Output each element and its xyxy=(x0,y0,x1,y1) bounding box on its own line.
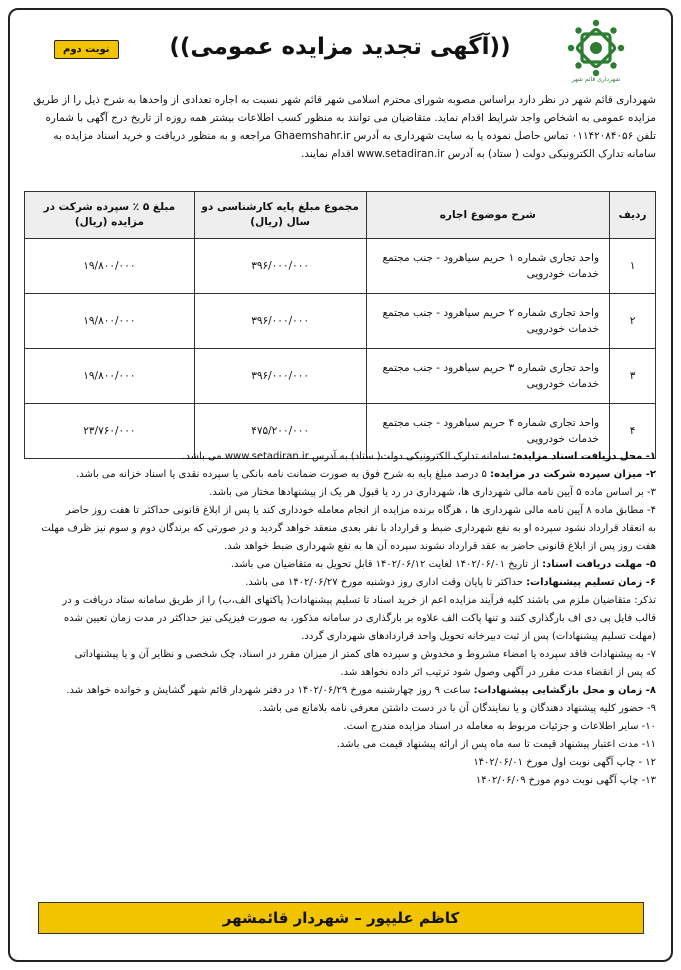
intro-line: تلفن ۰۱۱۴۲۰۸۴۰۵۶ تماس حاصل نموده یا به سایت شهرداری به آدرس Ghaemshahr.ir مراجعه و به منظور دریافت و خرید اسناد مزایده به xyxy=(53,130,656,142)
term-text: قالب فایل پی دی اف بارگذاری کنند و تنها پاکت الف علاوه بر بارگذاری در سامانه مذکور، به صورت فیزیکی نیز حداکثر در مدت زمان تعیین شده xyxy=(63,613,656,624)
term-line xyxy=(24,484,656,502)
terms-list xyxy=(24,448,656,790)
term-line xyxy=(24,628,656,646)
term-line xyxy=(24,610,656,628)
term-text: ۳- بر اساس ماده ۵ آیین نامه مالی شهرداری ها، شهرداری در رد یا قبول هر یک از پیشنهادها مختار می باشد. xyxy=(209,487,656,498)
term-line xyxy=(24,736,656,754)
term-heading: ۱- محل دریافت اسناد مزایده: xyxy=(512,451,656,462)
mayor-signature-bar: کاظم علیپور – شهردار قائمشهر xyxy=(38,902,644,934)
lease-description: واحد تجاری شماره ۱ حریم سیاهرود - جنب مجتمع خدمات خودرویی xyxy=(366,239,610,294)
table-row xyxy=(25,239,656,294)
term-line xyxy=(24,520,656,538)
column-header-row-number: ردیف xyxy=(610,192,656,239)
term-heading: ۲- میزان سپرده شرکت در مزایده: xyxy=(490,469,656,480)
lease-description: واحد تجاری شماره ۴ حریم سیاهرود - جنب مجتمع خدمات خودرویی xyxy=(366,404,610,459)
table-row xyxy=(25,349,656,404)
term-text: که پس از انقضاء مدت مقرر در آگهی وصول شود ترتیب اثر داده نخواهد شد. xyxy=(340,667,656,678)
term-text: ۴- مطابق ماده ۸ آیین نامه مالی شهرداری ها ، هرگاه برنده مزایده از انجام معامله خودداری کند یا پس از ابلاغ قانونی حداکثر تا هفت روز حاضر xyxy=(65,505,656,516)
intro-line: شهرداری قائم شهر در نظر دارد براساس مصوبه شورای محترم اسلامی شهر قائم شهر نسبت به اجاره تعدادی از واحدها به شرح ذیل را از طریق xyxy=(33,94,656,106)
term-text: تذکر: متقاضیان ملزم می باشند کلیه فرآیند مزایده اعم از خرید اسناد تا تسلیم پیشنهادات( پاکتهای الف،ب) را از طریق سامانه ستاد دریافت و در xyxy=(62,595,656,606)
term-heading: ۸- زمان و محل بازگشایی پیشنهادات: xyxy=(473,685,656,696)
base-price: ۳۹۶/۰۰۰/۰۰۰ xyxy=(194,294,366,349)
row-number: ۱ xyxy=(610,239,656,294)
row-number: ۴ xyxy=(610,404,656,459)
term-text: ۹- حضور کلیه پیشنهاد دهندگان و یا نمایندگان آن با در دست داشتن معرفی نامه بلامانع می باشد. xyxy=(259,703,656,714)
base-price: ۴۷۵/۲۰۰/۰۰۰ xyxy=(194,404,366,459)
term-line xyxy=(24,682,656,700)
term-heading: ۶- زمان تسلیم پیشنهادات: xyxy=(526,577,656,588)
term-line xyxy=(24,556,656,574)
term-text: (مهلت تسلیم پیشنهادات) پس از ثبت دبیرخانه تحویل واحد قراردادهای شهرداری گردد. xyxy=(301,631,656,642)
term-line xyxy=(24,718,656,736)
term-line xyxy=(24,646,656,664)
publication-round-badge: نوبت دوم xyxy=(54,40,119,59)
term-line xyxy=(24,754,656,772)
term-text: ۱۲ - چاپ آگهی نوبت اول مورخ ۱۴۰۲/۰۶/۰۱ xyxy=(473,757,656,768)
deposit-amount: ۱۹/۸۰۰/۰۰۰ xyxy=(25,294,195,349)
table-header-row xyxy=(25,192,656,239)
base-price: ۳۹۶/۰۰۰/۰۰۰ xyxy=(194,239,366,294)
term-text: سامانه تدارک الکترونیکی دولت( ستاد) به آدرس www.setadiran.ir می باشد. xyxy=(182,451,513,462)
lease-items-table xyxy=(24,191,656,459)
deposit-amount: ۲۳/۷۶۰/۰۰۰ xyxy=(25,404,195,459)
deposit-amount: ۱۹/۸۰۰/۰۰۰ xyxy=(25,349,195,404)
term-line xyxy=(24,502,656,520)
page-title: ((آگهی تجدید مزایده عمومی)) xyxy=(169,34,511,60)
term-text: از تاریخ ۱۴۰۲/۰۶/۰۱ لغایت ۱۴۰۲/۰۶/۱۲ قابل تحویل به متقاضیان می باشد. xyxy=(230,559,543,570)
logo-caption: شهرداری قائم شهر xyxy=(571,76,621,83)
term-text: ۱۳- چاپ آگهی نوبت دوم مورخ ۱۴۰۲/۰۶/۰۹ xyxy=(475,775,656,786)
column-header-deposit: مبلغ ۵ ٪ سپرده شرکت در مزایده (ریال) xyxy=(25,192,195,239)
term-line xyxy=(24,448,656,466)
intro-line: مزایده عمومی به اشخاص واجد شرایط اقدام نماید. متقاضیان می توانند به منظور کسب اطلاعات بیشتر همه روزه از تاریخ درج آگهی با شماره xyxy=(45,112,656,124)
term-text: حداکثر تا پایان وقت اداری روز دوشنبه مورخ ۱۴۰۲/۰۶/۲۷ می باشد. xyxy=(245,577,527,588)
term-line xyxy=(24,592,656,610)
term-heading: ۵- مهلت دریافت اسناد: xyxy=(542,559,656,570)
term-line xyxy=(24,574,656,592)
intro-paragraph xyxy=(24,91,656,163)
table-row xyxy=(25,294,656,349)
term-line xyxy=(24,466,656,484)
lease-description: واحد تجاری شماره ۲ حریم سیاهرود - جنب مجتمع خدمات خودرویی xyxy=(366,294,610,349)
row-number: ۳ xyxy=(610,349,656,404)
base-price: ۳۹۶/۰۰۰/۰۰۰ xyxy=(194,349,366,404)
term-text: ساعت ۹ روز چهارشنبه مورخ ۱۴۰۲/۰۶/۲۹ در دفتر شهردار قائم شهر گشایش و خوانده خواهد شد. xyxy=(66,685,474,696)
term-text: هفت روز پس از ابلاغ قانونی حاضر به عقد قرارداد نشوند سپرده آن ها به نفع شهرداری ضبط خواهد شد. xyxy=(224,541,656,552)
deposit-amount: ۱۹/۸۰۰/۰۰۰ xyxy=(25,239,195,294)
term-text: به انعقاد قرارداد نشود سپرده او به نفع شهرداری ضبط و قرارداد با نفر بعدی منعقد خواهد گردید و در صورتی که برندگان دوم و سوم نیز ظرف مهلت xyxy=(41,523,656,534)
municipality-emblem-icon xyxy=(566,18,626,78)
intro-line: سامانه تدارک الکترونیکی دولت ( ستاد) به آدرس www.setadiran.ir اقدام نمایند. xyxy=(301,148,656,160)
row-number: ۲ xyxy=(610,294,656,349)
column-header-base-price: مجموع مبلغ پایه کارشناسی دو سال (ریال) xyxy=(194,192,366,239)
term-text: ۱۰- سایر اطلاعات و جزئیات مربوط به معامله در اسناد مزایده مندرج است. xyxy=(343,721,656,732)
term-line xyxy=(24,772,656,790)
term-text: ۵ درصد مبلغ پایه به شرح فوق به صورت ضمانت نامه بانکی یا سپرده نقدی یا اسناد خزانه می باشد. xyxy=(76,469,491,480)
term-text: ۷- به پیشنهادات فاقد سپرده یا امضاء مشروط و مخدوش و سپرده های کمتر از میزان مقرر در اسناد، چک شخصی و نظایر آن و یا پیشنهاداتی xyxy=(74,649,656,660)
term-line xyxy=(24,700,656,718)
lease-description: واحد تجاری شماره ۳ حریم سیاهرود - جنب مجتمع خدمات خودرویی xyxy=(366,349,610,404)
term-line xyxy=(24,664,656,682)
term-line xyxy=(24,538,656,556)
column-header-description: شرح موضوع اجاره xyxy=(366,192,610,239)
term-text: ۱۱- مدت اعتبار پیشنهاد قیمت تا سه ماه پس از ارائه پیشنهاد قیمت می باشد. xyxy=(336,739,656,750)
